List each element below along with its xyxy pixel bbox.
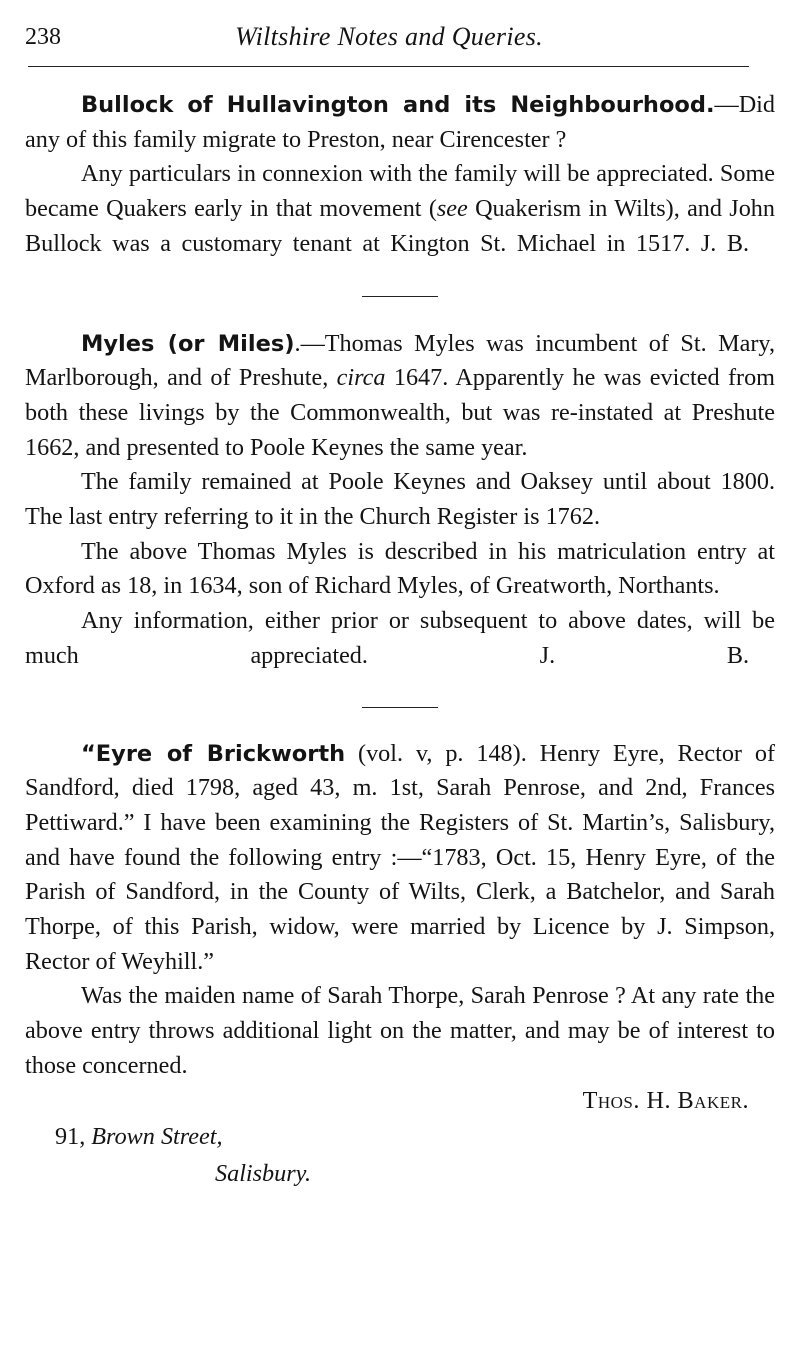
page-number: 238 — [25, 24, 61, 50]
entry-text: (vol. v, p. 148). Henry Eyre, Rector of Sandford, died 1798, aged 43, m. 1st, Sarah Penrose, and 2nd, Frances Pettiward.” I have been examining the Registers of St. Martin’s, Salisbury, and have found the following entry :—“1783, Oct. 15, Henry Eyre, of the Parish of Sandford, in the County of Wilts, Clerk, a Batchelor, and Sarah Thorpe, of this Parish, widow, were married by Licence by J. Simpson, Rector of Weyhill.” — [25, 739, 776, 975]
italic-text: circa — [336, 364, 386, 392]
entry-heading: Bullock of Hullavington and its Neighbourhood. — [81, 92, 715, 118]
entry-text: Any particulars in connexion with the family will be appreciated. Some became Quakers early in that movement ( — [25, 160, 775, 223]
running-header — [25, 18, 753, 54]
entry-paragraph: Was the maiden name of Sarah Thorpe, Sarah Penrose ? At any rate the above entry throws additional light on the matter, and may be of interest to those concerned. — [25, 982, 775, 1079]
entry-text: .—Thomas Myles was incumbent of St. Mary, Marlborough, and of Preshute, — [25, 329, 775, 392]
author-initials: J. B. — [700, 229, 750, 257]
address-line-2: Salisbury. — [215, 1159, 312, 1187]
entry-heading: Myles (or Miles) — [81, 330, 295, 357]
entry-paragraph — [25, 157, 775, 261]
entry-heading: Eyre of Brickworth — [95, 740, 346, 767]
author-initials: J. B. — [539, 641, 749, 669]
address-line-1 — [55, 1120, 775, 1155]
header-rule — [28, 66, 749, 67]
entry-paragraph — [25, 88, 775, 157]
open-quote: “ — [81, 740, 96, 767]
address-number: 91, — [55, 1123, 92, 1151]
entry-bullock — [25, 88, 775, 262]
running-title: Wiltshire Notes and Queries. — [235, 22, 543, 51]
entry-paragraph — [25, 327, 775, 466]
author-signature: Thos. H. Baker. — [582, 1086, 749, 1114]
entry-text: Any information, either prior or subsequent to above dates, will be much appreciated. — [25, 607, 775, 669]
entry-paragraph: The family remained at Poole Keynes and Oaksey until about 1800. The last entry referring to it in the Church Register is 1762. — [25, 468, 775, 531]
section-separator — [362, 296, 438, 297]
entry-myles — [25, 327, 775, 674]
page-body — [25, 88, 775, 1192]
entry-text: —Did any of this family migrate to Preston, near Cirencester ? — [25, 91, 775, 153]
address-street: Brown Street, — [91, 1123, 223, 1151]
section-separator — [362, 707, 438, 708]
entry-text: Quakerism in Wilts), and John Bullock was a customary tenant at Kington St. Michael in 1517. — [25, 195, 775, 257]
italic-text: see — [436, 195, 468, 223]
entry-paragraph — [25, 737, 775, 980]
entry-text: 1647. Apparently he was evicted from both these livings by the Commonwealth, but was re-instated at Preshute 1662, and presented to Poole Keynes the same year. — [25, 364, 775, 461]
entry-paragraph: The above Thomas Myles is described in his matriculation entry at Oxford as 18, in 1634, son of Richard Myles, of Greatworth, Northants. — [25, 537, 775, 600]
entry-eyre — [25, 737, 775, 1192]
entry-paragraph — [25, 604, 775, 673]
